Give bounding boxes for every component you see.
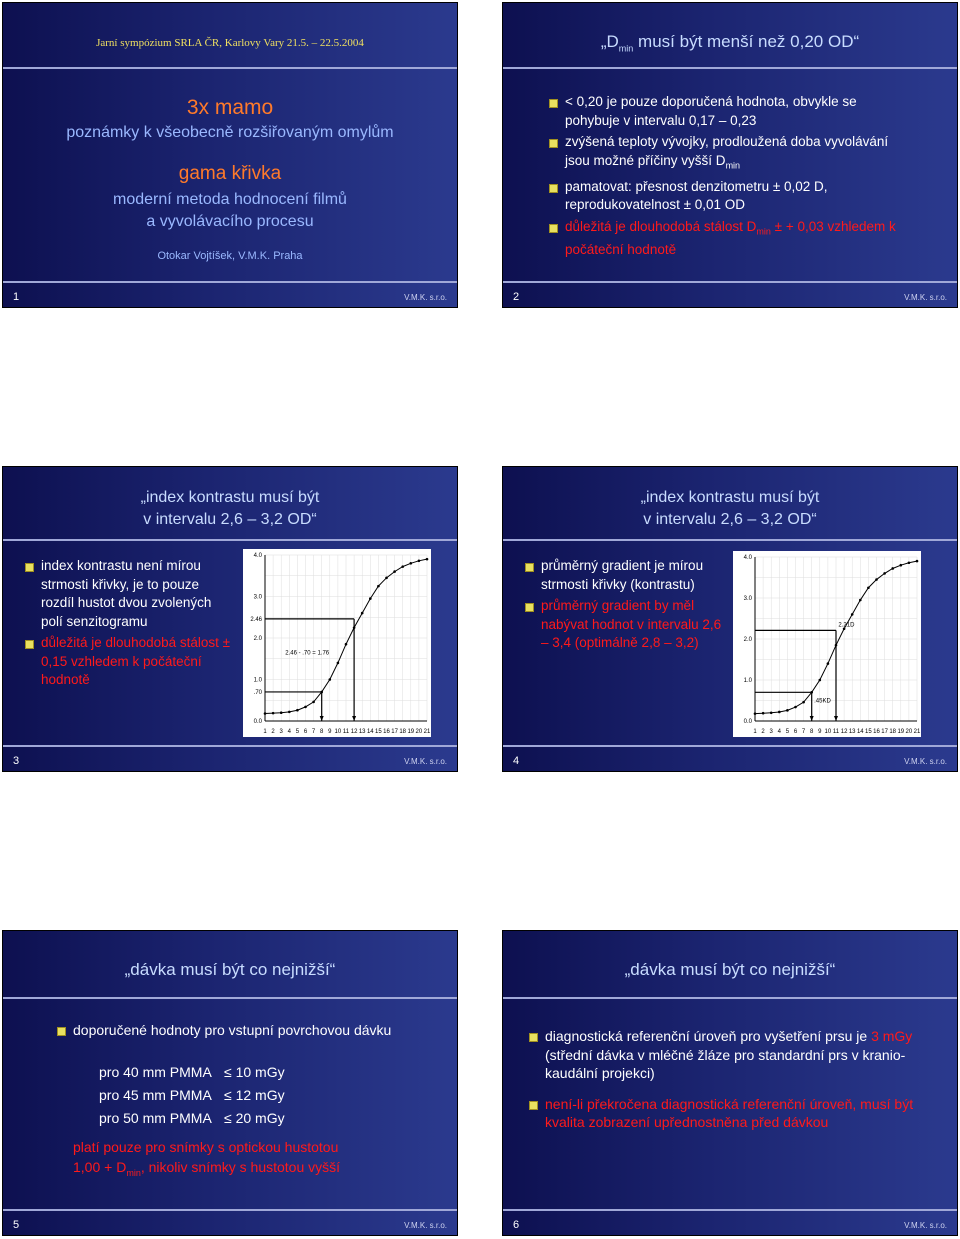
x-tick-label: 9 <box>328 729 332 735</box>
x-tick-label: 1 <box>753 729 757 735</box>
x-tick-label: 8 <box>810 729 814 735</box>
dose-label: pro 45 mm PMMA <box>99 1087 212 1103</box>
slide-title-line-1: „index kontrastu musí být <box>140 489 320 506</box>
dose-table <box>99 1061 285 1130</box>
list-item: doporučené hodnoty pro vstupní povrchovou dávku <box>55 1021 395 1040</box>
guide-arrow <box>352 716 356 721</box>
data-point <box>288 711 291 714</box>
separator <box>3 281 457 283</box>
note-text: 1,00 + D <box>73 1159 127 1175</box>
subscript: min <box>126 1167 141 1178</box>
note-red <box>73 1137 413 1183</box>
x-tick-label: 15 <box>375 729 382 735</box>
separator <box>3 539 457 541</box>
note-text: , nikoliv snímky s hustotou vyšší <box>140 1159 341 1175</box>
topic-subtitle-2: a vyvolávacího procesu <box>146 213 314 230</box>
dose-value: 12 mGy <box>235 1087 285 1103</box>
data-point <box>345 643 348 646</box>
x-tick-label: 17 <box>391 729 398 735</box>
separator <box>3 67 457 69</box>
data-point <box>401 565 404 568</box>
le-symbol: ≤ <box>224 1087 236 1103</box>
separator <box>503 745 957 747</box>
dose-row <box>99 1107 285 1130</box>
data-point <box>827 662 830 665</box>
slide-title <box>503 31 957 59</box>
y-tick-label: 3.0 <box>253 594 262 601</box>
bullet-list <box>527 1027 917 1135</box>
company-footer: V.M.K. s.r.o. <box>904 293 947 302</box>
data-point <box>337 662 340 665</box>
x-tick-label: 5 <box>295 729 300 735</box>
x-tick-label: 9 <box>818 729 822 735</box>
slide-title-line-2: v intervalu 2,6 – 3,2 OD“ <box>143 511 317 528</box>
item-text: důležitá je dlouhodobá stálost D <box>565 218 757 234</box>
data-point <box>296 709 299 712</box>
list-item <box>547 218 907 260</box>
y-tick-label: 2.0 <box>743 637 752 643</box>
chart-annotation: .45KD <box>814 698 831 705</box>
list-item: < 0,20 je pouze doporučená hodnota, obvykle se pohybuje v intervalu 0,17 – 0,23 <box>547 93 907 130</box>
subscript: min <box>725 160 741 171</box>
slide-title: „dávka musí být co nejnižší“ <box>624 960 836 979</box>
list-item <box>547 133 907 175</box>
data-point <box>762 712 765 715</box>
x-tick-label: 21 <box>423 729 431 735</box>
company-footer: V.M.K. s.r.o. <box>404 293 447 302</box>
guide-arrow <box>810 716 814 721</box>
data-point <box>418 560 421 563</box>
bullet-list <box>523 557 723 656</box>
data-point <box>410 562 413 565</box>
separator <box>3 997 457 999</box>
slide-number: 4 <box>513 755 520 767</box>
data-point <box>794 706 797 709</box>
data-point <box>867 586 870 589</box>
guide-arrow <box>834 716 838 721</box>
data-point <box>883 572 886 575</box>
x-tick-label: 21 <box>913 729 921 735</box>
topic-subtitle-1: moderní metoda hodnocení filmů <box>113 191 347 208</box>
x-tick-label: 18 <box>889 729 897 735</box>
x-tick-label: 15 <box>865 729 872 735</box>
slide-number: 1 <box>13 291 20 303</box>
note-line <box>73 1157 413 1183</box>
data-point <box>754 712 757 715</box>
x-tick-label: 7 <box>801 729 806 735</box>
title-text: „D <box>600 32 619 51</box>
x-tick-label: 19 <box>897 729 905 735</box>
data-point <box>377 585 380 588</box>
bullet-list <box>55 1021 395 1043</box>
y-tick-label: 1.0 <box>253 677 262 684</box>
data-point <box>361 612 364 615</box>
data-point <box>900 564 903 567</box>
x-tick-label: 18 <box>399 729 407 735</box>
x-tick-label: 1 <box>263 729 267 735</box>
data-point <box>304 706 307 709</box>
x-tick-label: 6 <box>793 729 798 735</box>
dose-label: pro 40 mm PMMA <box>99 1064 212 1080</box>
y-tick-label: 2.0 <box>253 636 262 642</box>
x-tick-label: 16 <box>873 729 880 735</box>
list-item: důležitá je dlouhodobá stálost ± 0,15 vzhledem k počáteční hodnotě <box>23 634 235 690</box>
slide-2 <box>502 2 958 308</box>
company-footer: V.M.K. s.r.o. <box>404 1221 447 1230</box>
item-text: ± + 0,03 vzhledem k počáteční hodnotě <box>565 218 896 257</box>
x-tick-label: 19 <box>407 729 415 735</box>
data-point <box>778 711 781 714</box>
x-tick-label: 14 <box>366 729 374 735</box>
dose-value: 10 mGy <box>235 1064 285 1080</box>
data-point <box>385 577 388 580</box>
data-point <box>859 599 862 602</box>
x-tick-label: 6 <box>303 729 308 735</box>
separator <box>503 1209 957 1211</box>
x-tick-label: 14 <box>856 729 864 735</box>
dose-highlight: 3 mGy <box>871 1028 913 1044</box>
list-item: není-li překročena diagnostická referenční úroveň, musí být kvalita zobrazení upřednostněna před dávkou <box>527 1095 917 1132</box>
x-tick-label: 3 <box>279 729 283 735</box>
slide-number: 2 <box>513 291 520 303</box>
x-tick-label: 12 <box>840 729 848 735</box>
title-text: musí být menší než 0,20 OD“ <box>638 32 860 51</box>
data-point <box>272 712 275 715</box>
dose-row <box>99 1061 285 1084</box>
slide-6 <box>502 930 958 1236</box>
item-text: zvýšená teploty vývojky, prodloužená doba vyvolávání jsou možné příčiny vyšší D <box>565 134 889 168</box>
list-item: průměrný gradient by měl nabývat hodnot v intervalu 2,6 – 3,4 (optimálně 2,8 – 3,2) <box>523 597 723 653</box>
data-point <box>916 560 919 563</box>
data-point <box>312 701 315 704</box>
slide-5 <box>2 930 458 1236</box>
data-point <box>851 613 854 616</box>
subscript: min <box>756 226 771 237</box>
title-subscript: min <box>618 43 634 54</box>
separator <box>503 281 957 283</box>
slide-title-line-1: „index kontrastu musí být <box>640 489 820 506</box>
le-symbol: ≤ <box>224 1064 236 1080</box>
main-title: 3x mamo <box>186 96 274 119</box>
data-point <box>393 570 396 573</box>
dose-value: 20 mGy <box>235 1110 285 1126</box>
list-item: pamatovat: přesnost denzitometru ± 0,02 D, reprodukovatelnost ± 0,01 OD <box>547 178 907 215</box>
author: Otokar Vojtíšek, V.M.K. Praha <box>157 250 303 262</box>
x-tick-label: 13 <box>358 729 366 735</box>
separator <box>3 745 457 747</box>
x-tick-label: 12 <box>350 729 358 735</box>
y-tick-label: 0.0 <box>253 719 262 725</box>
y-tick-label: 4.0 <box>743 555 752 561</box>
x-tick-label: 4 <box>287 729 291 735</box>
separator <box>503 67 957 69</box>
x-tick-label: 2 <box>271 729 275 735</box>
slide-1 <box>2 2 458 308</box>
data-point <box>875 578 878 581</box>
data-point <box>819 679 822 682</box>
x-tick-label: 20 <box>415 729 423 735</box>
topic-title: gama křivka <box>178 163 282 184</box>
note-line: platí pouze pro snímky s optickou hustotou <box>73 1139 339 1155</box>
chart-annotation: 2.21D <box>838 622 855 629</box>
list-item: průměrný gradient je mírou strmosti křivky (kontrastu) <box>523 557 723 594</box>
item-text: diagnostická referenční úroveň pro vyšetření prsu je <box>545 1028 872 1044</box>
y-tick-label: 1.0 <box>743 678 752 684</box>
slide-title-line-2: v intervalu 2,6 – 3,2 OD“ <box>643 511 817 528</box>
company-footer: V.M.K. s.r.o. <box>404 757 447 766</box>
y-tick-label: 2.46 <box>250 616 262 623</box>
x-tick-label: 3 <box>769 729 773 735</box>
x-tick-label: 4 <box>777 729 781 735</box>
separator <box>503 539 957 541</box>
chart-annotation: 2.46 - .70 = 1.76 <box>285 650 330 657</box>
data-point <box>786 709 789 712</box>
data-point <box>770 712 773 715</box>
data-point <box>280 711 283 714</box>
subtitle: poznámky k všeobecně rozšiřovaným omylům <box>66 124 394 141</box>
x-tick-label: 5 <box>785 729 790 735</box>
y-tick-label: .70 <box>253 689 262 696</box>
slide-3 <box>2 466 458 772</box>
item-text: (střední dávka v mléčné žláze pro standardní prs v kranio-kaudální projekci) <box>545 1046 906 1081</box>
le-symbol: ≤ <box>224 1110 236 1126</box>
y-tick-label: 0.0 <box>743 719 752 725</box>
x-tick-label: 16 <box>383 729 390 735</box>
company-footer: V.M.K. s.r.o. <box>904 757 947 766</box>
x-tick-label: 17 <box>881 729 888 735</box>
bullet-list <box>547 93 907 262</box>
sensitometric-curve-chart <box>243 549 431 737</box>
x-tick-label: 7 <box>311 729 316 735</box>
x-tick-label: 2 <box>761 729 765 735</box>
sensitometric-curve-chart <box>733 551 921 737</box>
list-item <box>527 1027 917 1083</box>
data-point <box>908 561 911 564</box>
company-footer: V.M.K. s.r.o. <box>904 1221 947 1230</box>
dose-label: pro 50 mm PMMA <box>99 1110 212 1126</box>
bullet-list <box>23 557 235 693</box>
list-item: index kontrastu není mírou strmosti křivky, je to pouze rozdíl hustot dvou zvolených polí senzitogramu <box>23 557 235 631</box>
x-tick-label: 10 <box>824 729 832 735</box>
x-tick-label: 11 <box>832 729 840 735</box>
data-point <box>264 712 267 715</box>
data-point <box>891 567 894 570</box>
slide-number: 3 <box>13 755 20 767</box>
data-point <box>369 597 372 600</box>
separator <box>503 997 957 999</box>
slide-number: 6 <box>513 1219 520 1231</box>
separator <box>3 1209 457 1211</box>
conference-header: Jarní sympózium SRLA ČR, Karlovy Vary 21.5. – 22.5.2004 <box>96 37 364 49</box>
slide-4 <box>502 466 958 772</box>
slide-title: „dávka musí být co nejnižší“ <box>124 960 336 979</box>
data-point <box>426 558 429 561</box>
data-point <box>329 678 332 681</box>
x-tick-label: 13 <box>848 729 856 735</box>
y-tick-label: 3.0 <box>743 596 752 602</box>
data-point <box>802 701 805 704</box>
dose-row <box>99 1084 285 1107</box>
x-tick-label: 8 <box>320 729 324 735</box>
y-tick-label: 4.0 <box>253 553 262 559</box>
x-tick-label: 11 <box>342 729 350 735</box>
slide-number: 5 <box>13 1219 20 1231</box>
guide-arrow <box>320 716 324 721</box>
x-tick-label: 10 <box>334 729 342 735</box>
x-tick-label: 20 <box>905 729 913 735</box>
